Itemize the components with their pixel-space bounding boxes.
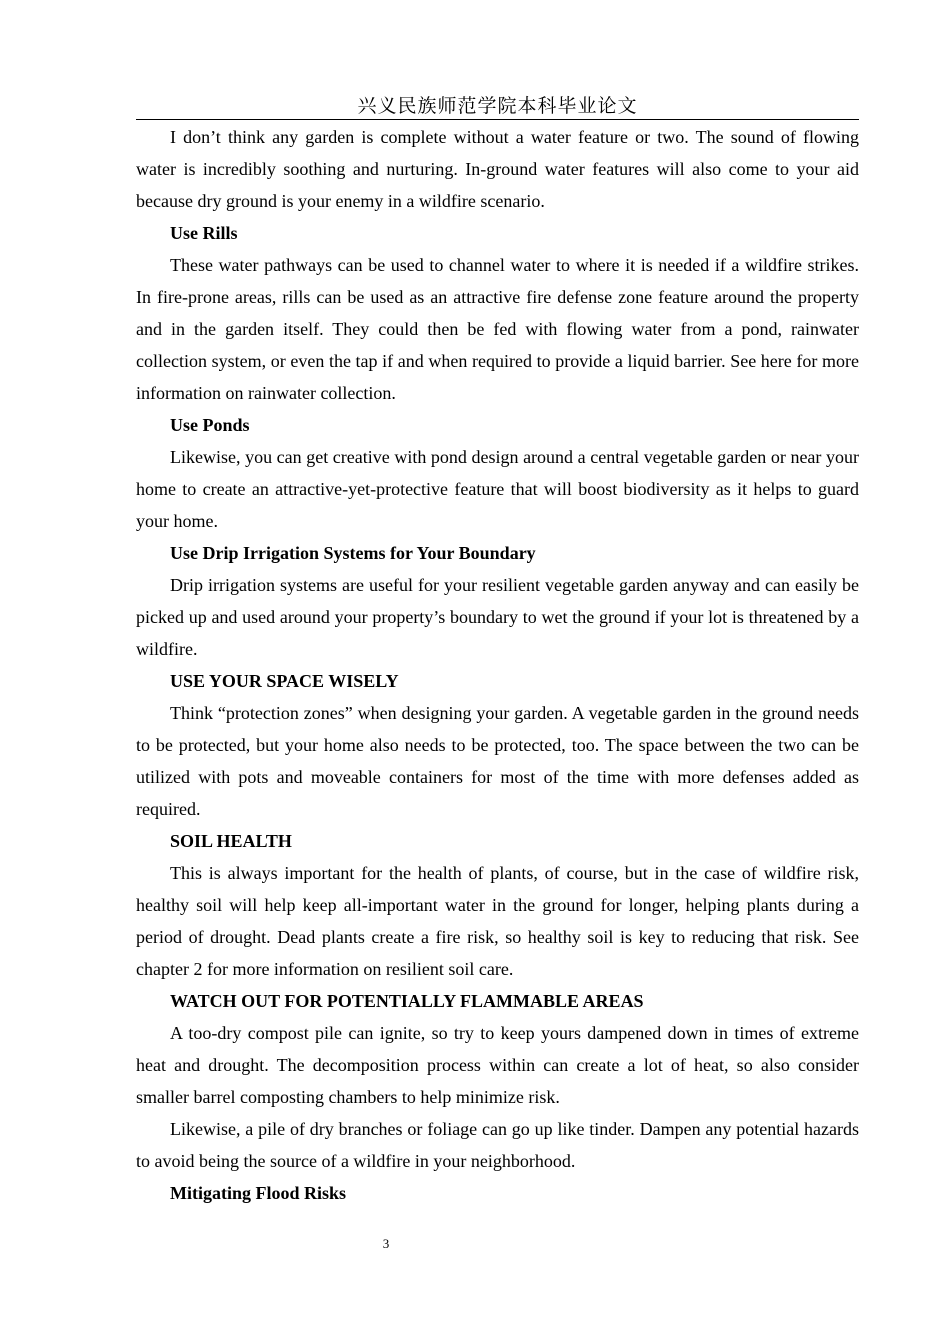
section-heading: Use Ponds xyxy=(170,415,250,435)
section-heading: Mitigating Flood Risks xyxy=(170,1183,347,1203)
section-heading: Use Rills xyxy=(170,223,238,243)
section-heading: Use Drip Irrigation Systems for Your Boundary xyxy=(170,543,536,563)
body-paragraph: Drip irrigation systems are useful for your resilient vegetable garden anyway and can easily be picked up and used around your property’s boundary to wet the ground if your lot is threatened by a wildfire. xyxy=(136,575,859,659)
body-paragraph: These water pathways can be used to channel water to where it is needed if a wildfire strikes. In fire-prone areas, rills can be used as an attractive fire defense zone feature around the property and in the garden itself. They could then be fed with flowing water from a pond, rainwater collection system, or even the tap if and when required to provide a liquid barrier. See here for more information on rainwater collection. xyxy=(136,255,859,403)
body-paragraph: I don’t think any garden is complete without a water feature or two. The sound of flowing water is incredibly soothing and nurturing. In-ground water features will also come to your aid because dry ground is your enemy in a wildfire scenario. xyxy=(136,127,859,211)
section-heading: USE YOUR SPACE WISELY xyxy=(170,671,399,691)
page-number: 3 xyxy=(382,1236,390,1251)
body-text xyxy=(136,121,859,1209)
body-paragraph: Likewise, a pile of dry branches or foliage can go up like tinder. Dampen any potential hazards to avoid being the source of a wildfire in your neighborhood. xyxy=(136,1119,859,1171)
body-paragraph: Think “protection zones” when designing your garden. A vegetable garden in the ground needs to be protected, but your home also needs to be protected, too. The space between the two can be utilized with pots and moveable containers for most of the time with more defenses added as required. xyxy=(136,703,859,819)
page-header-title: 兴义民族师范学院本科毕业论文 xyxy=(357,95,638,117)
section-heading: SOIL HEALTH xyxy=(170,831,292,851)
body-paragraph: A too-dry compost pile can ignite, so try to keep yours dampened down in times of extreme heat and drought. The decomposition process within can create a lot of heat, so also consider smaller barrel composting chambers to help minimize risk. xyxy=(136,1023,859,1107)
body-paragraph: This is always important for the health of plants, of course, but in the case of wildfire risk, healthy soil will help keep all-important water in the ground for longer, helping plants during a period of drought. Dead plants create a fire risk, so healthy soil is key to reducing that risk. See chapter 2 for more information on resilient soil care. xyxy=(136,863,859,979)
body-paragraph: Likewise, you can get creative with pond design around a central vegetable garden or near your home to create an attractive-yet-protective feature that will boost biodiversity as it helps to guard your home. xyxy=(136,447,859,531)
section-heading: WATCH OUT FOR POTENTIALLY FLAMMABLE AREAS xyxy=(170,991,644,1011)
header-divider xyxy=(136,119,859,120)
